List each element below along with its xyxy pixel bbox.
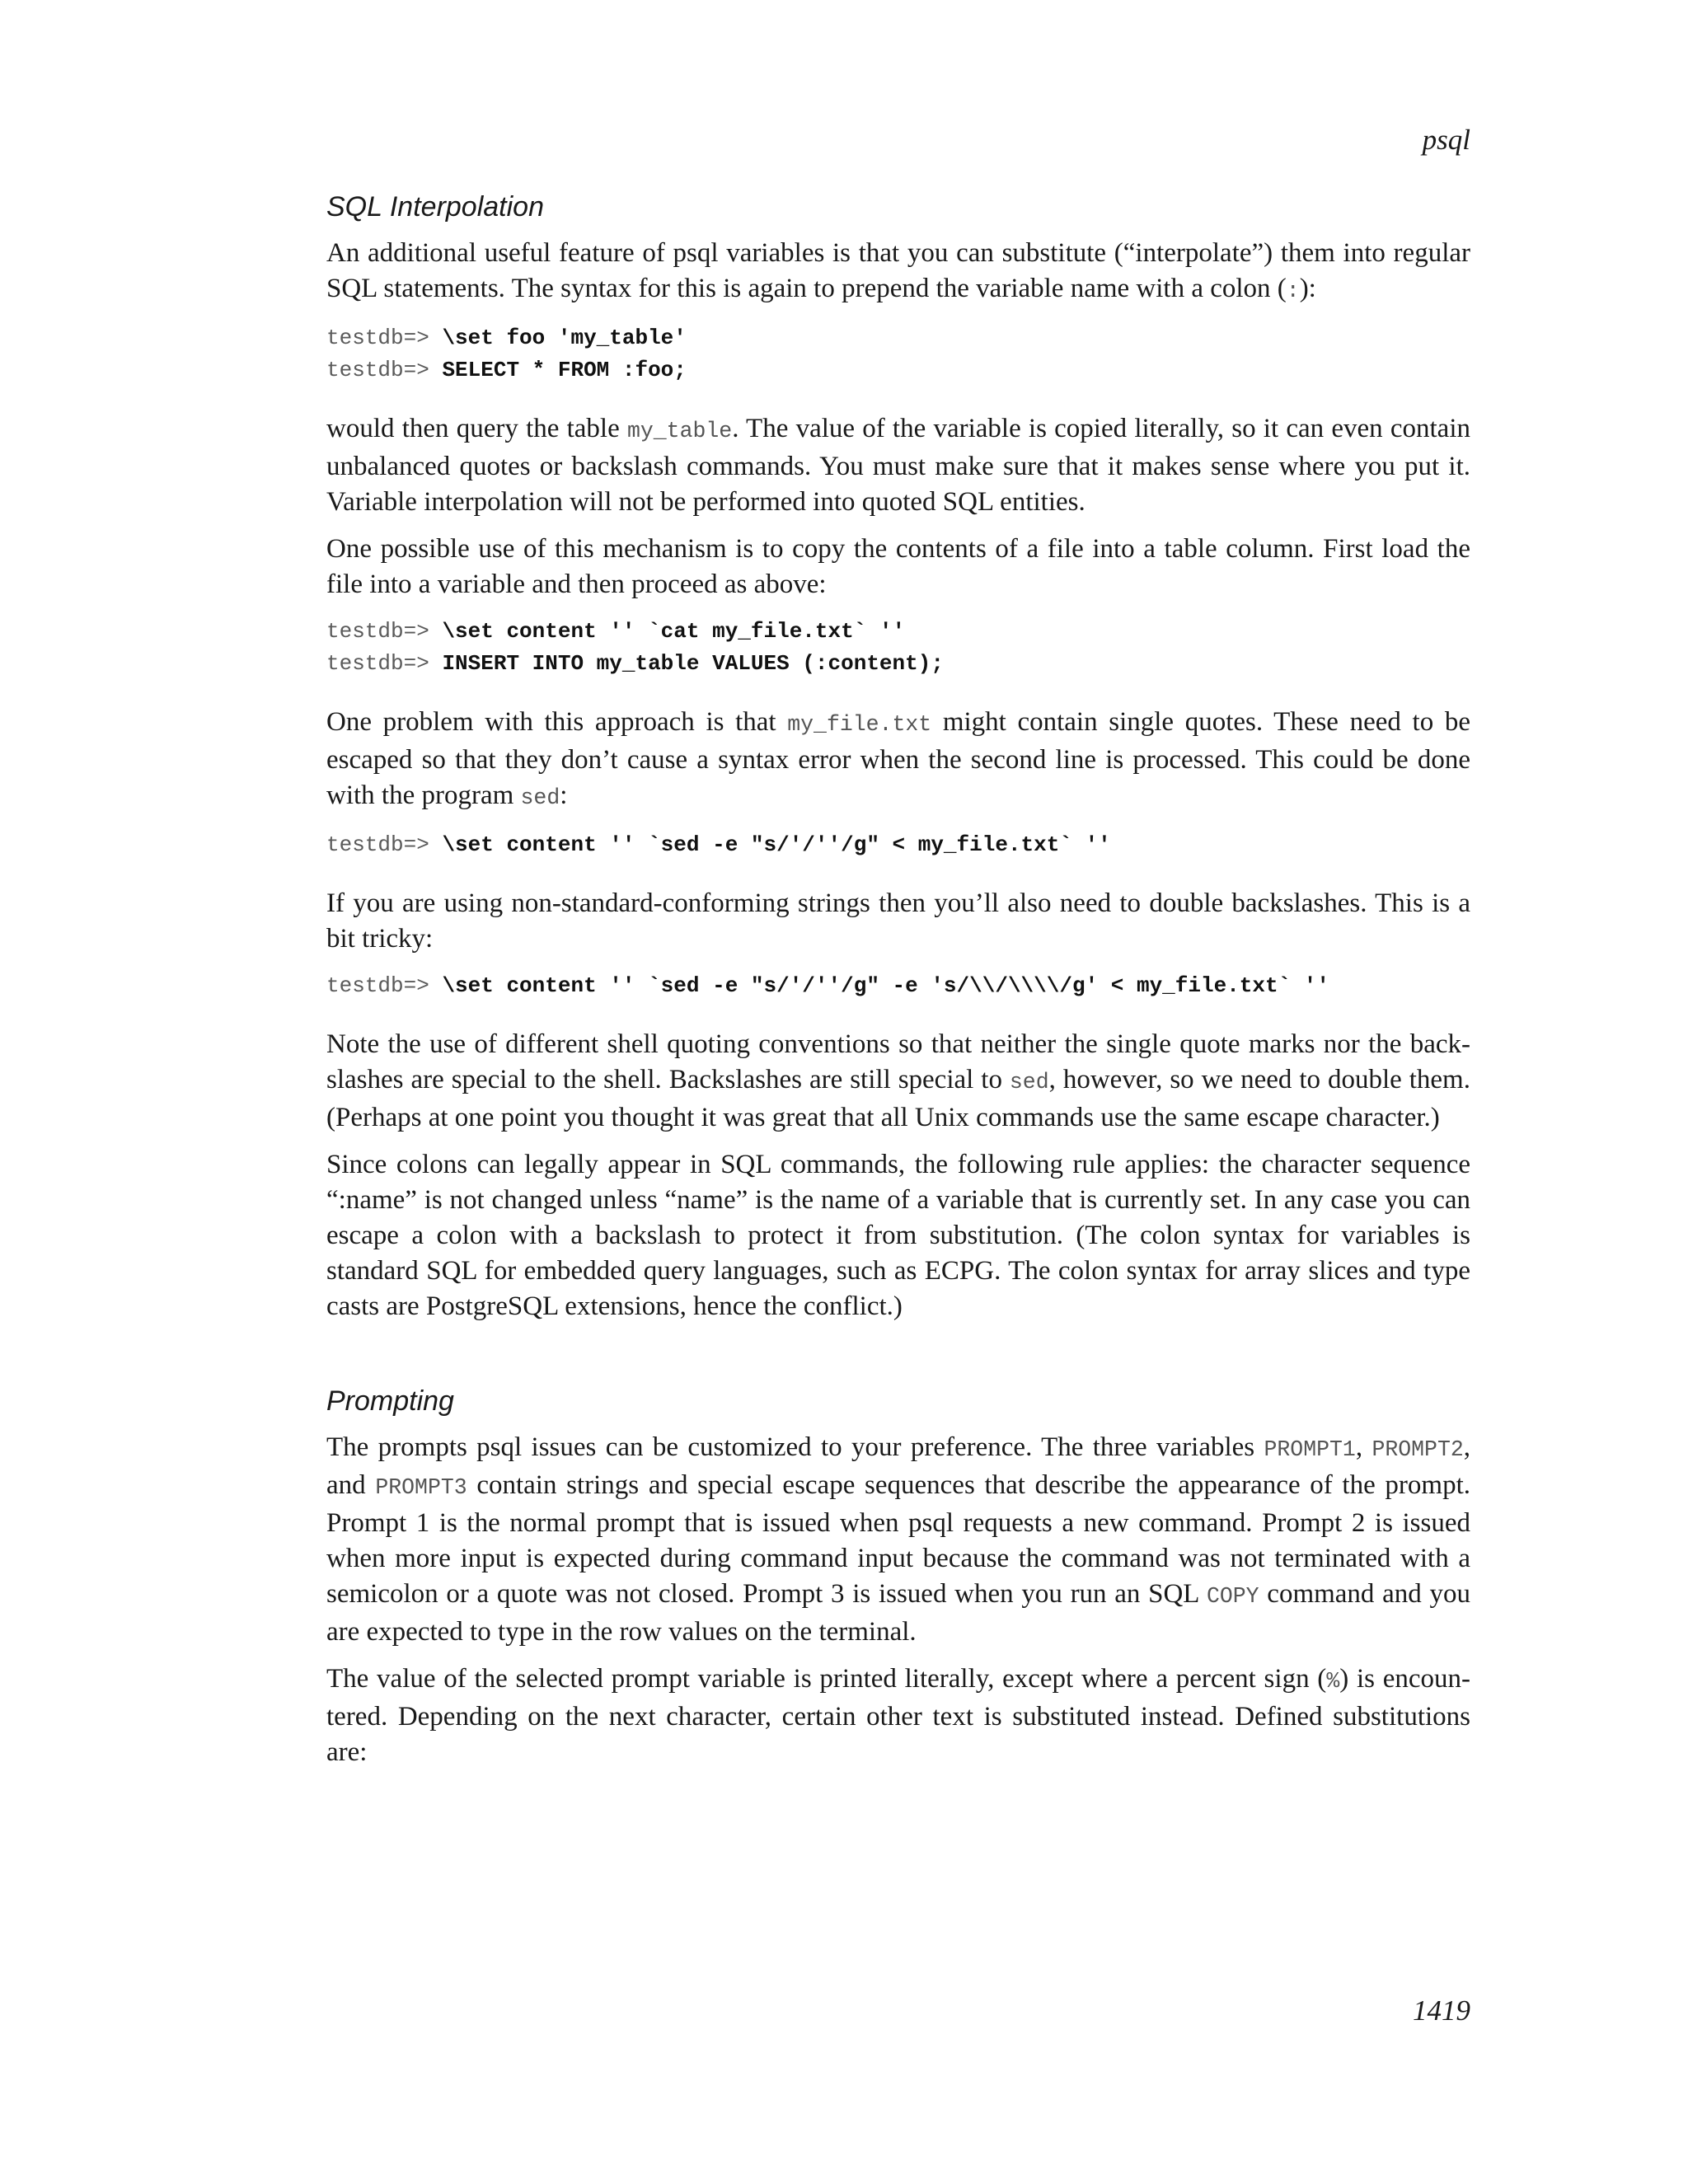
inline-code: sed bbox=[1009, 1070, 1049, 1094]
paragraph: One problem with this approach is that my_file.txt might contain single quotes. These need to be escaped so that they don’t cause a syntax error when the second line is processed. This could be done with the program sed: bbox=[326, 707, 1470, 810]
code-line bbox=[326, 354, 1470, 387]
section-heading-prompting: Prompting bbox=[326, 1385, 454, 1417]
code-line bbox=[326, 648, 1470, 680]
inline-code: COPY bbox=[1206, 1584, 1259, 1609]
inline-code: my_file.txt bbox=[787, 712, 932, 737]
section-heading-sql-interpolation: SQL Interpolation bbox=[326, 191, 544, 223]
code-line bbox=[326, 970, 1470, 1002]
paragraph: An additional useful feature of psql variables is that you can substitute (“interpolate”) them into regular SQL statements. The syntax for this is again to prepend the variable name with a colon (:): bbox=[326, 238, 1470, 303]
code-block bbox=[326, 322, 1470, 387]
inline-code: % bbox=[1326, 1669, 1340, 1694]
code-block bbox=[326, 616, 1470, 680]
paragraph: Since colons can legally appear in SQL commands, the following rule applies: the character sequence “:name” is not changed unless “name” is the name of a variable that is currently set. In any case you can escape a colon with a backslash to protect it from substitution. (The colon syntax for variables is standard SQL for embedded query languages, such as ECPG. The colon syntax for array slices and type casts are PostgreSQL extensions, hence the conflict.) bbox=[326, 1150, 1470, 1321]
inline-code: sed bbox=[520, 785, 560, 810]
page-content bbox=[326, 190, 1470, 1782]
code-command: SELECT * FROM :foo; bbox=[442, 358, 687, 382]
code-block bbox=[326, 970, 1470, 1002]
code-line bbox=[326, 322, 1470, 354]
code-prompt: testdb=> bbox=[326, 326, 429, 350]
code-command: \set content '' `sed -e "s/'/''/g" -e 's/\\/\\\\/g' < my_file.txt` '' bbox=[442, 973, 1330, 998]
code-prompt: testdb=> bbox=[326, 358, 429, 382]
paragraph: would then query the table my_table. The value of the variable is copied literally, so it can even contain unbalanced quotes or backslash commands. You must make sure that it makes sense where you put it. Variable interpolation will not be performed into quoted SQL entities. bbox=[326, 414, 1470, 517]
code-prompt: testdb=> bbox=[326, 973, 429, 998]
page-number: 1419 bbox=[1413, 1994, 1470, 2027]
inline-code: PROMPT1 bbox=[1264, 1437, 1356, 1462]
code-command: \set content '' `sed -e "s/'/''/g" < my_file.txt` '' bbox=[442, 832, 1111, 857]
inline-code: PROMPT3 bbox=[375, 1475, 467, 1500]
code-command: INSERT INTO my_table VALUES (:content); bbox=[442, 651, 944, 676]
code-block bbox=[326, 829, 1470, 861]
paragraph: Note the use of different shell quoting conventions so that neither the single quote marks nor the back-slashes are special to the shell. Backslashes are still special to sed, however, so we need to double them. (Perhaps at one point you thought it was great that all Unix commands use the same escape character.) bbox=[326, 1029, 1470, 1132]
code-command: \set foo 'my_table' bbox=[442, 326, 687, 350]
code-line bbox=[326, 616, 1470, 648]
code-prompt: testdb=> bbox=[326, 832, 429, 857]
paragraph: The prompts psql issues can be customized to your preference. The three variables PROMPT1, PROMPT2, and PROMPT3 contain strings and special escape sequences that describe the appearance of the prompt. Prompt 1 is the normal prompt that is issued when psql requests a new command. Prompt 2 is issued when more input is expected during command input because the command was not terminated with a semicolon or a quote was not closed. Prompt 3 is issued when you run an SQL COPY command and you are expected to type in the row values on the terminal. bbox=[326, 1432, 1471, 1647]
paragraph: One possible use of this mechanism is to copy the contents of a file into a table column. First load the file into a variable and then proceed as above: bbox=[326, 534, 1470, 599]
code-prompt: testdb=> bbox=[326, 619, 429, 644]
document-page bbox=[326, 0, 1470, 2184]
code-prompt: testdb=> bbox=[326, 651, 429, 676]
paragraph: If you are using non-standard-conforming strings then you’ll also need to double backslashes. This is a bit tricky: bbox=[326, 888, 1470, 954]
code-command: \set content '' `cat my_file.txt` '' bbox=[442, 619, 906, 644]
paragraph: The value of the selected prompt variable is printed literally, except where a percent sign (%) is encoun-tered. Depending on the next character, certain other text is substituted instead. Defined substitutions are: bbox=[326, 1664, 1470, 1767]
code-line bbox=[326, 829, 1470, 861]
inline-code: my_table bbox=[626, 419, 733, 443]
inline-code: PROMPT2 bbox=[1372, 1437, 1464, 1462]
inline-code: : bbox=[1286, 279, 1300, 303]
running-header-title: psql bbox=[1422, 124, 1470, 156]
